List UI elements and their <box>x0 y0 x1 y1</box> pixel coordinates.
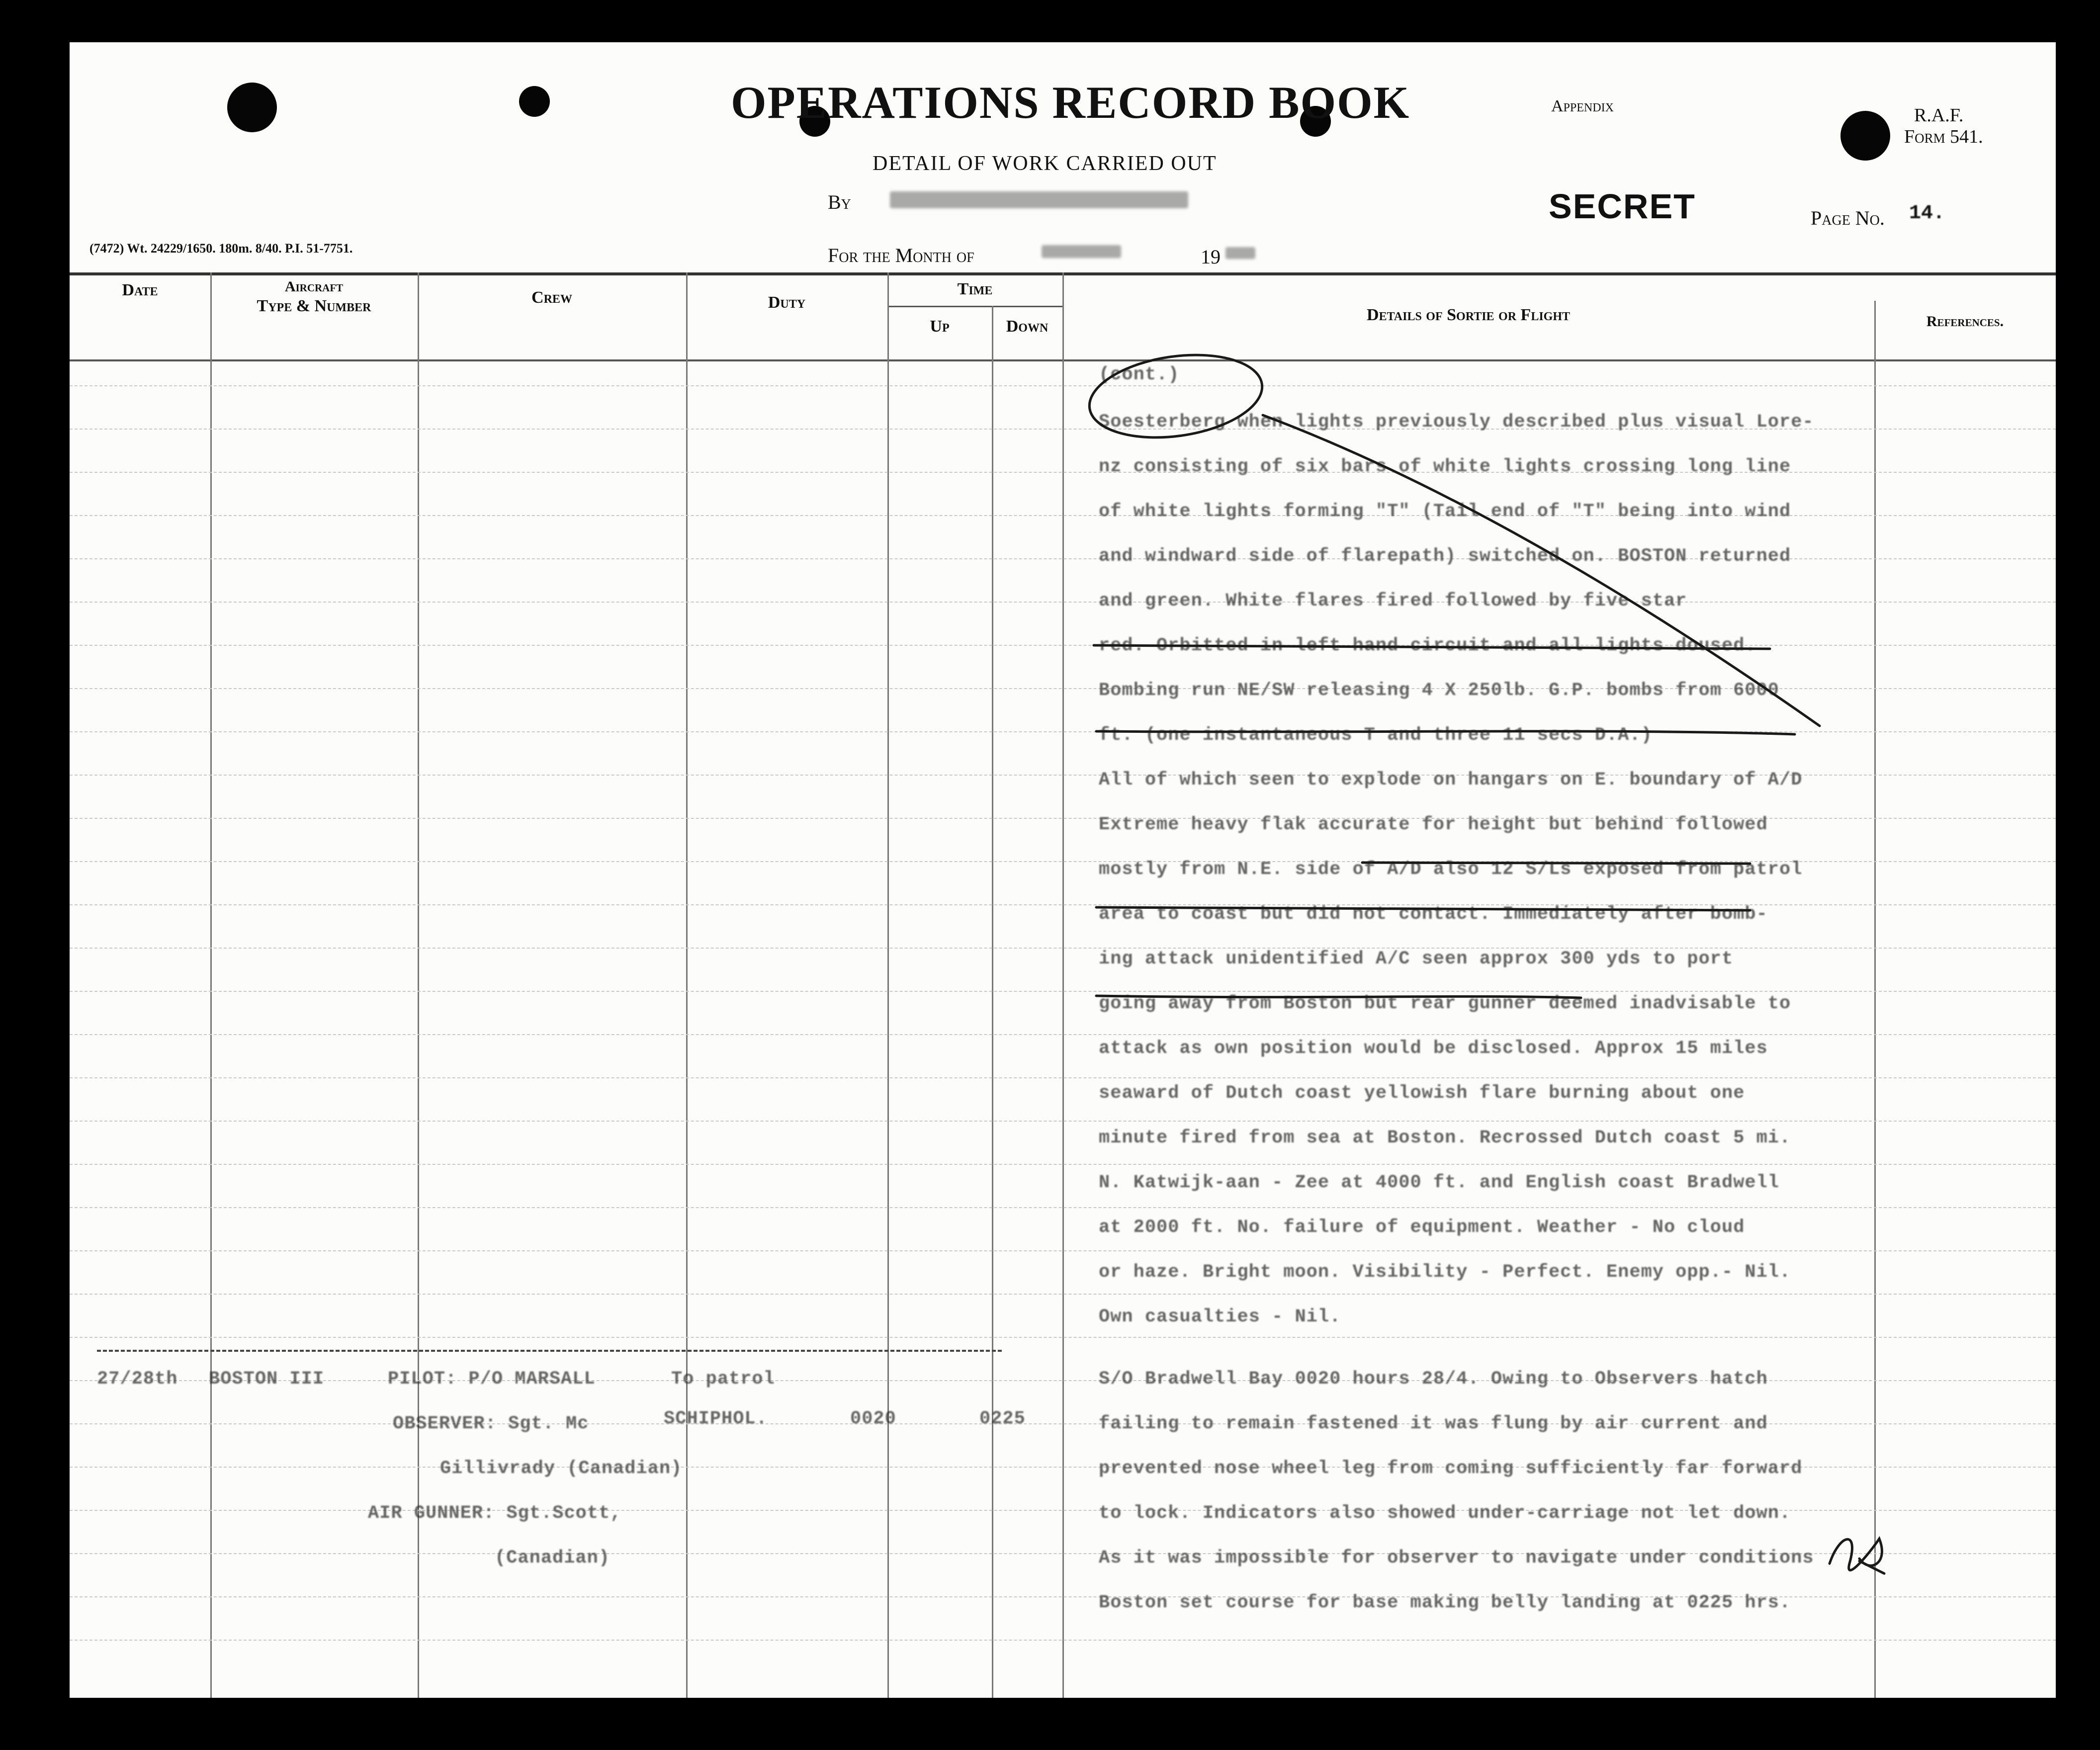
detail-line: S/O Bradwell Bay 0020 hours 28/4. Owing to Observers hatch <box>1099 1369 1768 1390</box>
detail-line: attack as own position would be disclosed. Approx 15 miles <box>1099 1038 1768 1059</box>
col-header-date: Date <box>122 281 158 299</box>
detail-line: going away from Boston but rear gunner deemed inadvisable to <box>1099 993 1791 1014</box>
duty-line: SCHIPHOL. <box>664 1408 768 1429</box>
crew-line: (Canadian) <box>495 1548 611 1569</box>
detail-line: All of which seen to explode on hangars on E. boundary of A/D <box>1099 770 1803 790</box>
detail-line: at 2000 ft. No. failure of equipment. Weather - No cloud <box>1099 1217 1745 1238</box>
raf-label: R.A.F. <box>1914 105 1964 126</box>
arrow-annotation <box>1263 415 1820 726</box>
pencil-annotations <box>70 42 2056 1698</box>
underline-attack <box>1362 863 1750 864</box>
col-header-details: Details of Sortie or Flight <box>1366 306 1571 324</box>
detail-line: ft. (one instantaneous T and three 11 secs D.A.) <box>1099 725 1653 746</box>
detail-line: seaward of Dutch coast yellowish flare burning about one <box>1099 1083 1745 1104</box>
col-header-time: Time <box>957 280 993 298</box>
detail-line: N. Katwijk-aan - Zee at 4000 ft. and English coast Bradwell <box>1099 1172 1780 1193</box>
underline-explosion <box>1096 731 1795 734</box>
underline-attack-2 <box>1096 907 1750 910</box>
by-label: By <box>828 191 851 213</box>
detail-line: mostly from N.E. side of A/D also 12 S/Ls exposed from patrol <box>1099 859 1803 880</box>
underline-bombing <box>1094 645 1770 649</box>
underline-disclosed <box>1096 996 1581 998</box>
detail-line: nz consisting of six bars of white lights crossing long line <box>1099 456 1791 477</box>
col-header-references: References. <box>1926 313 2004 330</box>
detail-line: failing to remain fastened it was flung by air current and <box>1099 1413 1768 1434</box>
detail-line: to lock. Indicators also showed under-carriage not let down. <box>1099 1503 1791 1524</box>
time-up: 0020 <box>850 1408 896 1429</box>
detail-line: minute fired from sea at Boston. Recrossed Dutch coast 5 mi. <box>1099 1128 1791 1148</box>
detail-line: Extreme heavy flak accurate for height but behind followed <box>1099 814 1768 835</box>
page-no-label: Page No. <box>1811 207 1885 229</box>
col-header-aircraft-sub: Type & Number <box>257 297 371 315</box>
year-prefix: 19 <box>1201 246 1221 268</box>
entry-date: 27/28th <box>97 1369 178 1390</box>
col-header-down: Down <box>1006 317 1049 336</box>
time-down: 0225 <box>979 1408 1026 1429</box>
detail-line: Soesterberg when lights previously described plus visual Lore- <box>1099 412 1814 433</box>
crew-line: PILOT: P/O MARSALL <box>388 1369 596 1390</box>
col-header-duty: Duty <box>768 293 806 312</box>
form-number: Form 541. <box>1904 126 1983 147</box>
page-title: OPERATIONS RECORD BOOK <box>731 77 1410 128</box>
detail-line: and green. White flares fired followed by five star <box>1099 591 1687 612</box>
detail-line: of white lights forming "T" (Tail end of "T" being into wind <box>1099 501 1791 522</box>
crew-line: OBSERVER: Sgt. Mc <box>393 1413 589 1434</box>
detail-line: and windward side of flarepath) switched on. BOSTON returned <box>1099 546 1791 567</box>
col-header-aircraft: Aircraft <box>284 278 344 295</box>
detail-line: prevented nose wheel leg from coming sufficiently far forward <box>1099 1458 1803 1479</box>
detail-line: (cont.) <box>1099 364 1180 385</box>
col-header-up: Up <box>930 317 950 336</box>
col-header-crew: Crew <box>531 288 572 307</box>
detail-line: ing attack unidentified A/C seen approx 300 yds to port <box>1099 949 1734 969</box>
detail-line: As it was impossible for observer to navigate under conditions <box>1099 1548 1814 1569</box>
detail-line: Own casualties - Nil. <box>1099 1307 1341 1327</box>
month-label: For the Month of <box>828 244 974 266</box>
detail-line: red. Orbitted in left hand circuit and all lights doused. <box>1099 635 1756 656</box>
crew-line: AIR GUNNER: Sgt.Scott, <box>368 1503 622 1524</box>
page-subtitle: DETAIL OF WORK CARRIED OUT <box>873 152 1217 175</box>
crew-line: Gillivrady (Canadian) <box>440 1458 683 1479</box>
appendix-label: Appendix <box>1551 97 1614 115</box>
ops-record-sheet <box>70 42 2056 1698</box>
signature-initials <box>1830 1539 1884 1574</box>
detail-line: Boston set course for base making belly landing at 0225 hrs. <box>1099 1592 1791 1613</box>
duty-line: To patrol <box>671 1369 775 1390</box>
print-code: (7472) Wt. 24229/1650. 180m. 8/40. P.I. 51-7751. <box>89 241 353 256</box>
detail-line: area to coast but did not contact. Immediately after bomb- <box>1099 904 1768 925</box>
detail-line: or haze. Bright moon. Visibility - Perfect. Enemy opp.- Nil. <box>1099 1262 1791 1283</box>
circle-annotation <box>1084 345 1268 447</box>
secret-stamp: SECRET <box>1549 187 1696 226</box>
entry-aircraft: BOSTON III <box>209 1369 325 1390</box>
page-number: 14. <box>1909 202 1945 225</box>
detail-line: Bombing run NE/SW releasing 4 X 250lb. G.P. bombs from 6000 <box>1099 680 1780 701</box>
